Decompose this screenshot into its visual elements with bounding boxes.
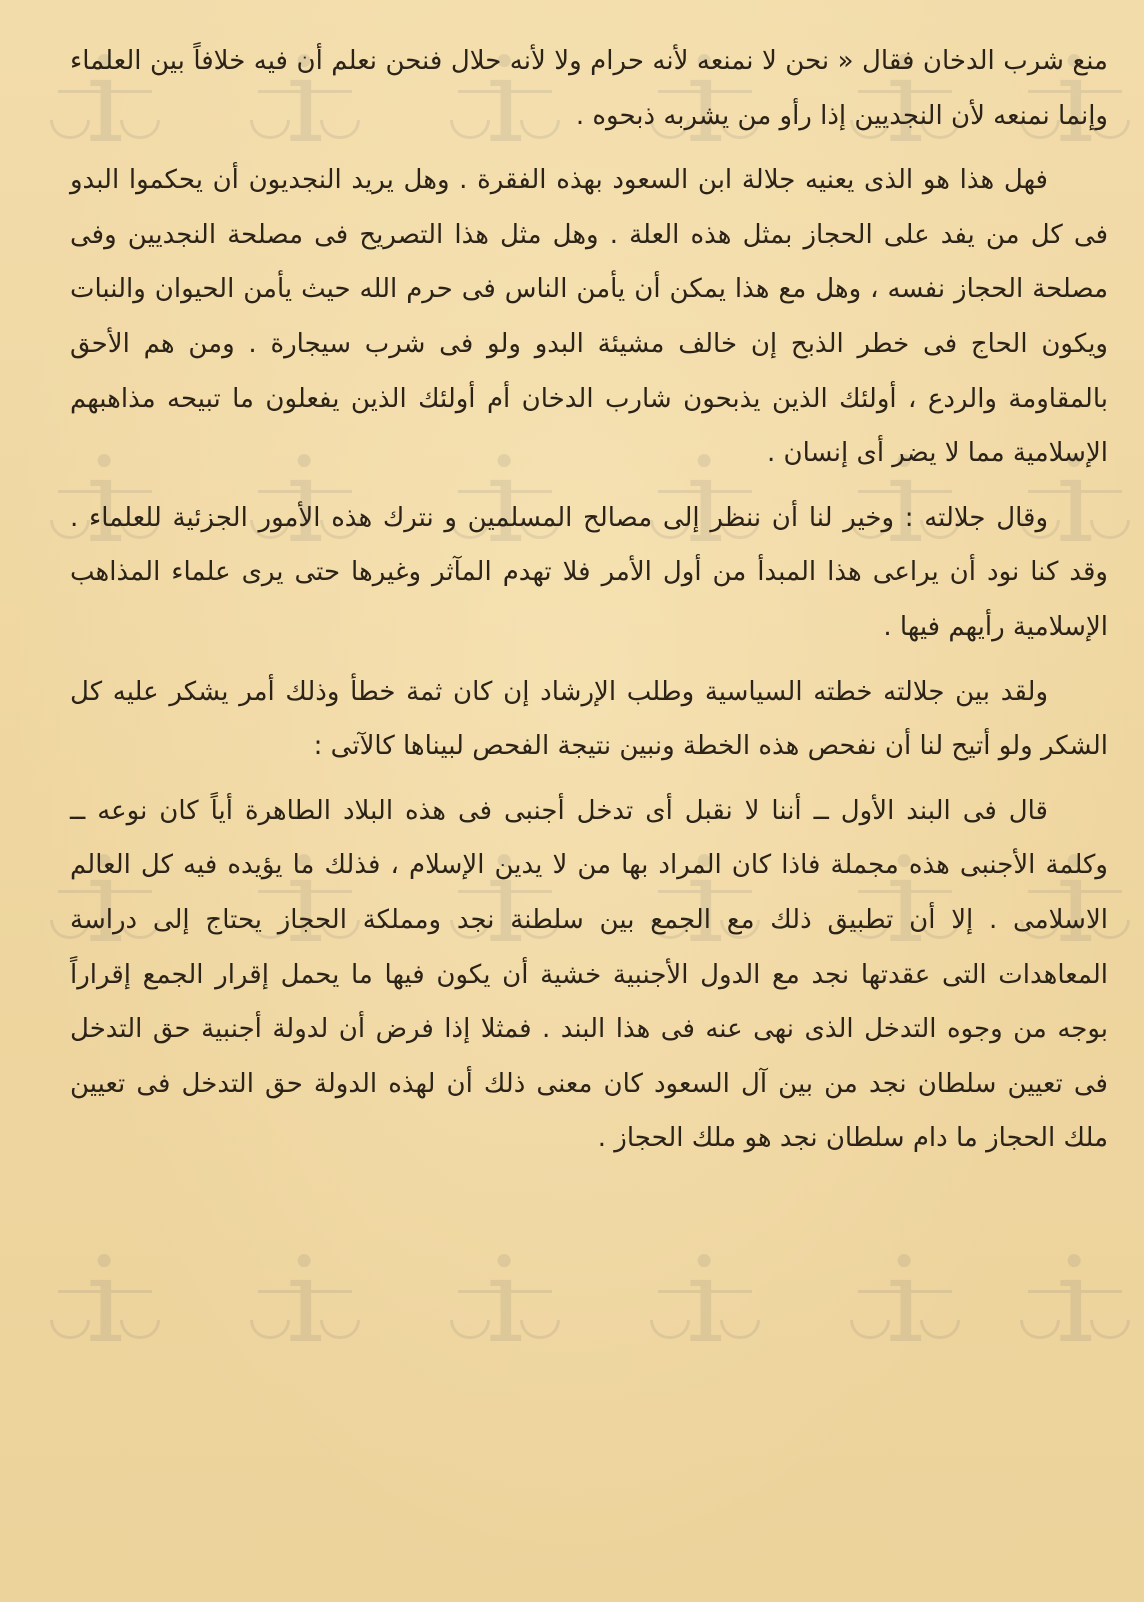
scales-icon — [50, 1280, 160, 1350]
watermark-letter: i — [86, 31, 124, 169]
watermark-letter: i — [486, 831, 524, 969]
scales-icon — [850, 1280, 960, 1350]
watermark-letter: i — [1056, 1231, 1094, 1369]
watermark-letter: i — [886, 831, 924, 969]
watermark-letter: i — [286, 1231, 324, 1369]
watermark-letter: i — [1056, 431, 1094, 569]
paragraph-political-plan: ولقد بين جلالته خطته السياسية وطلب الإرشاد إن كان ثمة خطأ وذلك أمر يشكر عليه كل الشكر ولو أتيح لنا أن نفحص هذه الخطة ونبين نتيجة الفحص لبيناها كالآتى : — [70, 676, 1108, 762]
watermark-letter: i — [486, 31, 524, 169]
watermark-letter: i — [686, 431, 724, 569]
watermark-letter: i — [86, 1231, 124, 1369]
watermark-letter: i — [686, 31, 724, 169]
watermark-mark — [850, 1231, 960, 1380]
watermark-letter: i — [1056, 31, 1094, 169]
paragraph-questions: فهل هذا هو الذى يعنيه جلالة ابن السعود بهذه الفقرة . وهل يريد النجديون أن يحكموا البدو فى كل من يفد على الحجاز بمثل هذه العلة . وهل مثل هذا التصريح فى مصلحة النجديين وفى مصلحة الحجاز نفسه ، وهل مع هذا يمكن أن يأمن الناس فى حرم الله حيث يأمن الحيوان والنبات ويكون الحاج فى خطر الذبح إن خالف مشيئة البدو ولو فى شرب سيجارة . ومن هم الأحق بالمقاومة والردع ، أولئك الذين يذبحون شارب الدخان أم أولئك الذين يفعلون ما تبيحه مذاهبهم الإسلامية مما لا يضر أى إنسان . — [70, 165, 1108, 469]
paragraph-majesty-statement: وقال جلالته : وخير لنا أن ننظر إلى مصالح المسلمين و نترك هذه الأمور الجزئية للعلماء . وقد كنا نود أن يراعى هذا المبدأ من أول الأمر فلا تهدم المآثر وغيرها حتى يرى علماء المذاهب الإسلامية رأيهم فيها . — [70, 502, 1108, 642]
scales-icon — [450, 1280, 560, 1350]
paragraph-smoking-ban: منع شرب الدخان فقال « نحن لا نمنعه لأنه حرام ولا لأنه حلال فنحن نعلم أن فيه خلافاً بين العلماء وإنما نمنعه لأن النجديين إذا رأو من يشربه ذبحوه . — [70, 46, 1108, 131]
watermark-mark — [450, 1231, 560, 1380]
watermark-mark — [650, 1231, 760, 1380]
watermark-letter: i — [286, 431, 324, 569]
watermark-letter: i — [86, 831, 124, 969]
watermark-letter: i — [886, 31, 924, 169]
body-text — [70, 31, 1108, 1166]
watermark-letter: i — [286, 831, 324, 969]
watermark-letter: i — [486, 1231, 524, 1369]
watermark-mark — [250, 1231, 360, 1380]
watermark-letter: i — [886, 1231, 924, 1369]
scales-icon — [1020, 1280, 1130, 1350]
scales-icon — [650, 1280, 760, 1350]
watermark-letter: i — [1056, 831, 1094, 969]
watermark-letter: i — [686, 831, 724, 969]
watermark-letter: i — [686, 1231, 724, 1369]
watermark-letter: i — [886, 431, 924, 569]
paragraph-first-clause: قال فى البند الأول ــ أننا لا نقبل أى تدخل أجنبى فى هذه البلاد الطاهرة أياً كان نوعه ــ وكلمة الأجنبى هذه مجملة فاذا كان المراد بها من لا يدين الإسلام ، فذلك ما يؤيده فيه كل العالم الاسلامى . إلا أن تطبيق ذلك مع الجمع بين سلطنة نجد ومملكة الحجاز يحتاج إلى دراسة المعاهدات التى عقدتها نجد مع الدول الأجنبية خشية أن يكون فيها ما يحمل إقرار الجمع إقراراً بوجه من وجوه التدخل الذى نهى عنه فى هذا البند . فمثلا إذا فرض أن لدولة أجنبية حق التدخل فى تعيين سلطان نجد من بين آل السعود كان معنى ذلك أن لهذه الدولة حق التدخل فى تعيين ملك الحجاز ما دام سلطان نجد هو ملك الحجاز . — [70, 795, 1108, 1154]
watermark-mark — [50, 1231, 160, 1380]
watermark-letter: i — [286, 31, 324, 169]
watermark-letter: i — [486, 431, 524, 569]
watermark-mark — [1020, 1231, 1130, 1380]
scales-icon — [250, 1280, 360, 1350]
watermark-letter: i — [86, 431, 124, 569]
